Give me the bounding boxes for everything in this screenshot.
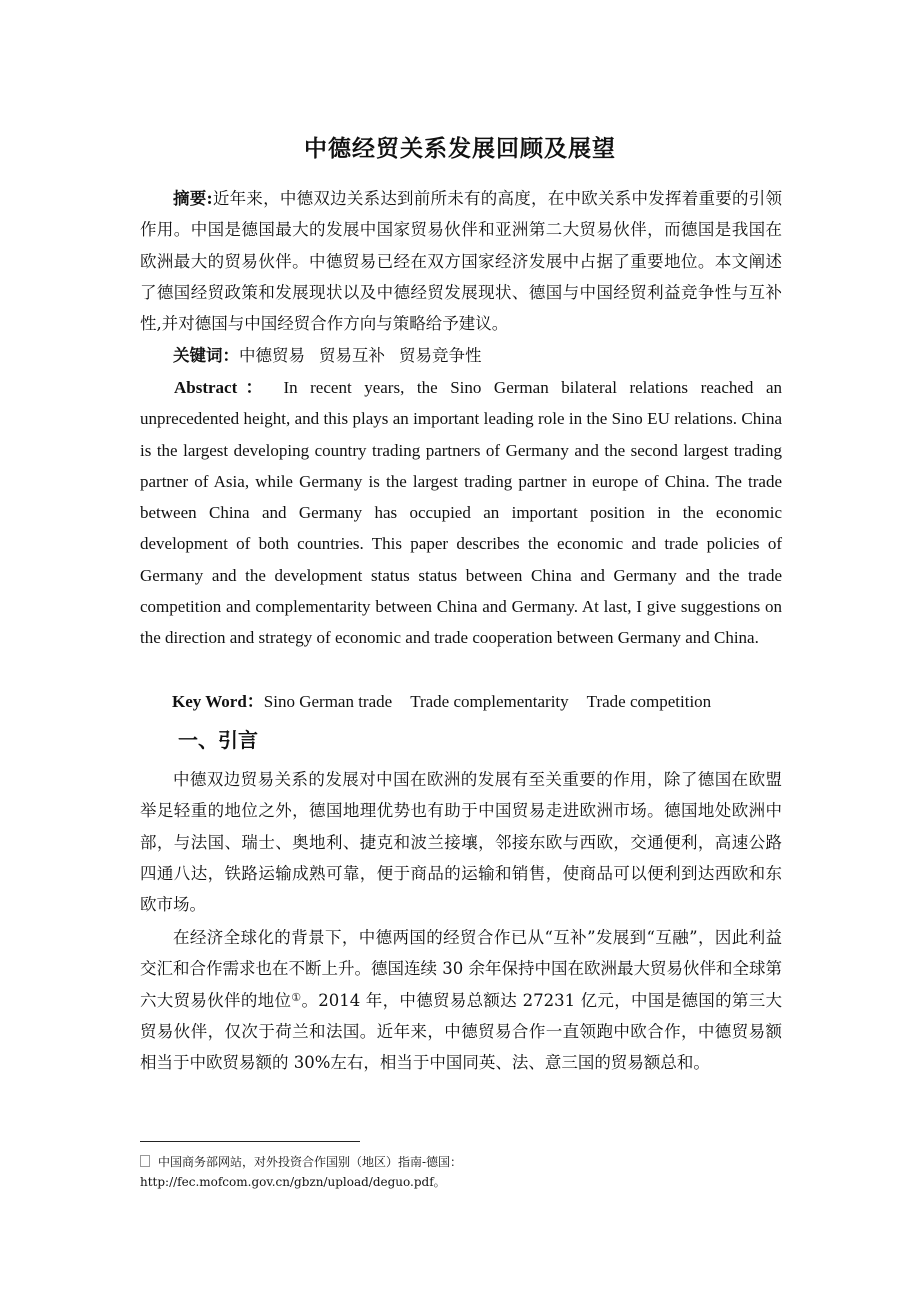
footnote-marker-icon bbox=[140, 1155, 150, 1167]
section-heading-introduction: 一、引言 bbox=[178, 728, 258, 752]
keywords-cn-label: 关键词： bbox=[173, 346, 239, 365]
keyword-en-item: Trade complementarity bbox=[410, 692, 569, 711]
footnote-line-1: 中国商务部网站，对外投资合作国别（地区）指南-德国： bbox=[158, 1155, 463, 1169]
abstract-cn-label: 摘要: bbox=[173, 189, 213, 208]
keywords-cn bbox=[140, 340, 782, 371]
footnote-url-link[interactable]: http://fec.mofcom.gov.cn/gbzn/upload/deguo.pdf。 bbox=[140, 1175, 446, 1189]
keyword-en-item: Sino German trade bbox=[263, 692, 393, 711]
footnote bbox=[140, 1152, 782, 1192]
keyword-cn-item: 贸易竞争性 bbox=[399, 346, 482, 365]
abstract-en-text: In recent years, the Sino German bilateral relations reached an unprecedented height, and this plays an important leading role in the Sino EU relations. China is the largest developing country trading partners of Germany and the second largest trading partner of Asia, while Germany is the largest trading partner in europe of China. The trade between China and Germany has occupied an important position in the economic development of both countries. This paper describes the economic and trade policies of Germany and the development status status between China and Germany and the trade competition and complementarity between China and Germany. At last, I give suggestions on the direction and strategy of economic and trade cooperation between Germany and China. bbox=[140, 378, 783, 648]
intro-paragraph-2-part1: 在经济全球化的背景下，中德两国的经贸合作已从“互补”发展到“互融”，因此利益交汇和合作需求也在不断上升。德国连续 30 余年保持中国在欧洲最大贸易伙伴和全球第六大贸易伙伴的地位 bbox=[140, 928, 782, 1010]
intro-paragraph-2 bbox=[140, 922, 782, 1078]
footnote-divider bbox=[140, 1141, 360, 1142]
abstract-cn bbox=[140, 183, 782, 339]
abstract-en bbox=[140, 372, 782, 654]
keywords-en-label: Key Word： bbox=[172, 692, 264, 711]
intro-paragraph-1: 中德双边贸易关系的发展对中国在欧洲的发展有至关重要的作用，除了德国在欧盟举足轻重的地位之外，德国地理优势也有助于中国贸易走进欧洲市场。德国地处欧洲中部，与法国、瑞士、奥地利、捷克和波兰接壤，邻接东欧与西欧，交通便利，高速公路四通八达，铁路运输成熟可靠，便于商品的运输和销售，使商品可以便利到达西欧和东欧市场。 bbox=[140, 770, 782, 915]
abstract-en-label: Abstract： bbox=[174, 378, 271, 397]
intro-paragraph-2-part2: 。2014 年，中德贸易总额达 27231 亿元，中国是德国的第三大贸易伙伴，仅次于荷兰和法国。近年来，中德贸易合作一直领跑中欧合作，中德贸易额相当于中欧贸易额的 30%左右，相当于中国同英、法、意三国的贸易额总和。 bbox=[140, 990, 782, 1073]
footnote-reference[interactable]: ① bbox=[291, 990, 302, 1004]
keyword-cn-item: 贸易互补 bbox=[319, 346, 385, 365]
keyword-en-item: Trade competition bbox=[586, 692, 712, 711]
paper-title: 中德经贸关系发展回顾及展望 bbox=[304, 136, 616, 162]
keywords-en bbox=[140, 686, 782, 717]
abstract-cn-text: 近年来，中德双边关系达到前所未有的高度，在中欧关系中发挥着重要的引领作用。中国是德国最大的发展中国家贸易伙伴和亚洲第二大贸易伙伴，而德国是我国在欧洲最大的贸易伙伴。中德贸易已经在双方国家经济发展中占据了重要地位。本文阐述了德国经贸政策和发展现状以及中德经贸发展现状、德国与中国经贸利益竞争性与互补性,并对德国与中国经贸合作方向与策略给予建议。 bbox=[140, 189, 783, 334]
keyword-cn-item: 中德贸易 bbox=[239, 346, 305, 365]
